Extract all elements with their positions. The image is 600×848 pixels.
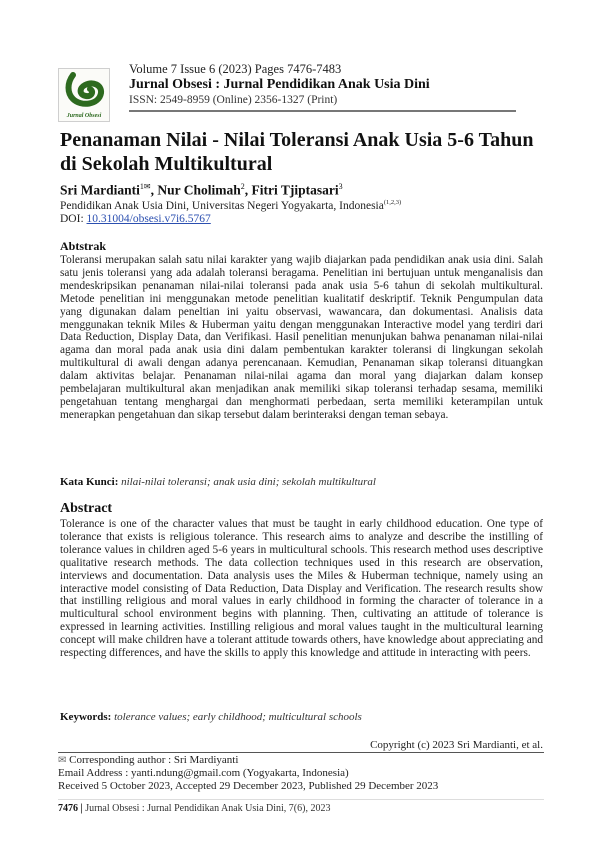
author-sup: 3 (338, 182, 343, 191)
logo-text: Jurnal Obsesi (66, 113, 102, 119)
abstrak-text: Toleransi merupakan salah satu nilai karakter yang wajib diajarkan pada pendidikan anak usia dini. Salah satu jenis toleransi yang ada adalah toleransi beragama. Penelitian ini bertujuan untuk menganalisis dan mendeskripsikan penanaman nilai-nilai toleransi pada anak usia 5-6 tahun di sekolah multikultural. Metode penelitian ini menggunakan metode penelitian kualitatif deskriptif. Teknik Pengumpulan data yang digunakan dalam peneltian ini yaitu observasi, wawancara, dan dokumentasi. Analisis data menggunakan teknik Miles & Huberman yaitu dengan menggunakan Interactive model yang terdiri dari Data Reduction, Display Data, dan Verifikasi. Hasil penelitian menunjukan bahwa penanaman nilai-nilai agama dan moral pada anak usia dini dalam pembentukan karakter toleransi di lingkungan sekolah multikultural di awali dengan adanya perencanaan. Kemudian, Penanaman sikap toleransi dituangkan dalam aktivitas belajar. Penanaman nilai-nilai agama dan moral yang diajarkan dalam konsep pembelajaran multikultural akan menjadikan anak memiliki sikap toleransi terhadap sesama, memiliki pengetahuan tentang menghargai dan menghormati perbedaan, serta memiliki keterampilan untuk menerapkan pengetahuan dan sikap tersebut dalam berinteraksi dengan teman sebaya. (60, 254, 543, 421)
keywords (60, 711, 362, 723)
article-title: Penanaman Nilai - Nilai Toleransi Anak Usia 5-6 Tahun di Sekolah Multikultural (60, 129, 534, 175)
volume-line: Volume 7 Issue 6 (2023) Pages 7476-7483 (129, 62, 342, 76)
doi-label: DOI: (60, 213, 84, 225)
abstract-text: Tolerance is one of the character values that must be taught in early childhood education. One type of tolerance that exists is religious tolerance. This research aims to analyze and describe the instilling of tolerance values in children aged 5-6 years in multicultural schools. This research method uses descriptive qualitative research methods. The data collection techniques used in this research are observation, interviews and documentation. Data analysis uses the Miles & Huberman technique, namely using an interactive model consisting of Data Reduction, Data Display and Verification. The research results show that instilling religious and moral values in early childhood in forming the character of tolerance in a multicultural school environment begins with planning. Then, cultivating an attitude of tolerance is expressed in learning activities. Instilling religious and moral values taught in the multicultural learning concept will make children have a tolerant attitude towards others, have knowledge about appreciating and respecting differences, and have the skills to apply this knowledge and attitude in interacting with peers. (60, 518, 543, 660)
affiliation-sup: (1,2,3) (383, 199, 402, 206)
corresponding-author-text: Corresponding author : Sri Mardiyanti (69, 754, 239, 766)
kata-kunci (60, 476, 376, 488)
header-divider (129, 110, 516, 112)
author-name: Nur Cholimah (157, 182, 241, 198)
kata-kunci-label: Kata Kunci: (60, 476, 119, 488)
footnote-divider (58, 752, 544, 753)
received-dates: Received 5 October 2023, Accepted 29 December 2023, Published 29 December 2023 (58, 780, 439, 792)
kata-kunci-values: nilai-nilai toleransi; anak usia dini; sekolah multikultural (121, 476, 376, 488)
page-footer (58, 803, 330, 814)
abstrak-heading: Abtstrak (60, 239, 107, 253)
journal-logo (58, 68, 110, 122)
page-separator: | (80, 803, 83, 814)
author-name: Fitri Tjiptasari (251, 182, 339, 198)
keywords-values: tolerance values; early childhood; multicultural schools (114, 711, 362, 723)
corresponding-author (58, 754, 238, 766)
author-list: Sri Mardianti$^{1✉}$, Nur Cholimah$^2$, Fitri Tjiptasari$^3$ (60, 182, 343, 198)
journal-name: Jurnal Obsesi : Jurnal Pendidikan Anak Usia Dini (129, 77, 430, 92)
abstract-heading: Abstract (60, 501, 113, 516)
page-number: 7476 (58, 803, 78, 814)
author-name: Sri Mardianti (60, 182, 140, 198)
keywords-label: Keywords: (60, 711, 112, 723)
doi-line (60, 213, 211, 225)
email-address: Email Address : yanti.ndung@gmail.com (Yogyakarta, Indonesia) (58, 767, 349, 779)
page-footer-divider (58, 799, 544, 800)
envelope-icon: ✉ (58, 755, 67, 766)
logo-swirl-icon (59, 69, 109, 111)
page-footer-journal: Jurnal Obsesi : Jurnal Pendidikan Anak Usia Dini, 7(6), 2023 (85, 803, 331, 814)
author-sup: 1✉ (139, 182, 151, 191)
author-sup: 2 (240, 182, 245, 191)
issn-line: ISSN: 2549-8959 (Online) 2356-1327 (Print) (129, 94, 338, 106)
affiliation-text: Pendidikan Anak Usia Dini, Universitas Negeri Yogyakarta, Indonesia (60, 199, 384, 212)
affiliation (60, 199, 401, 212)
copyright-notice: Copyright (c) 2023 Sri Mardianti, et al. (370, 739, 543, 751)
doi-link[interactable]: 10.31004/obsesi.v7i6.5767 (86, 213, 211, 225)
